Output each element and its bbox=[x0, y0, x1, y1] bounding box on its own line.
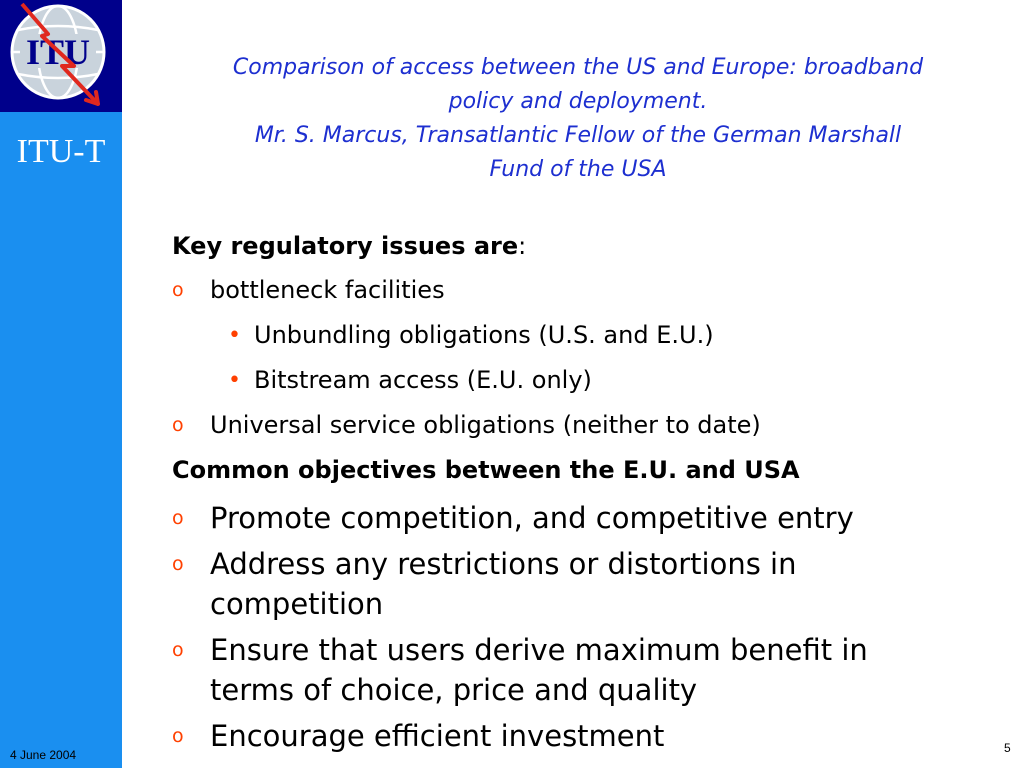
circle-bullet-icon: o bbox=[172, 725, 184, 747]
title-line: policy and deployment. bbox=[448, 89, 708, 114]
circle-bullet-icon: o bbox=[172, 507, 184, 529]
slide-title bbox=[168, 51, 988, 187]
slide-body bbox=[172, 224, 992, 756]
dot-bullet-icon: • bbox=[228, 323, 241, 348]
brand-label: ITU-T bbox=[16, 133, 106, 170]
list-item-text-continued: terms of choice, price and quality bbox=[210, 673, 698, 707]
list-item-text: Universal service obligations (neither to date) bbox=[210, 411, 761, 439]
section-heading-objectives: Common objectives between the E.U. and USA bbox=[172, 456, 800, 484]
list-item-objective bbox=[172, 544, 992, 624]
title-line: Fund of the USA bbox=[489, 157, 667, 182]
title-line: Mr. S. Marcus, Transatlantic Fellow of the German Marshall bbox=[254, 123, 902, 148]
circle-bullet-icon: o bbox=[172, 639, 184, 661]
list-item-text: Ensure that users derive maximum benefit in bbox=[210, 633, 868, 667]
section-heading-regulatory bbox=[172, 224, 992, 268]
list-item-objective bbox=[172, 498, 992, 538]
page-number: 5 bbox=[1004, 741, 1011, 755]
svg-text:ITU: ITU bbox=[25, 32, 91, 72]
list-item-text: Encourage efficient investment bbox=[210, 719, 665, 753]
circle-bullet-icon: o bbox=[172, 279, 184, 301]
list-item-text: Address any restrictions or distortions in bbox=[210, 547, 797, 581]
list-item-text: Promote competition, and competitive entry bbox=[210, 501, 854, 535]
logo-box bbox=[0, 0, 122, 112]
heading-text: Key regulatory issues are bbox=[172, 232, 519, 260]
sub-list-item-text: Unbundling obligations (U.S. and E.U.) bbox=[254, 321, 714, 349]
sub-list-item bbox=[172, 358, 992, 403]
dot-bullet-icon: • bbox=[228, 368, 241, 393]
list-item-issue bbox=[172, 403, 992, 448]
list-item-text: bottleneck facilities bbox=[210, 276, 445, 304]
sub-list-item-text: Bitstream access (E.U. only) bbox=[254, 366, 592, 394]
footer-date: 4 June 2004 bbox=[10, 748, 77, 762]
sub-list-item bbox=[172, 313, 992, 358]
sidebar bbox=[0, 0, 122, 768]
list-item-objective bbox=[172, 716, 992, 756]
title-line: Comparison of access between the US and Europe: broadband bbox=[232, 55, 924, 80]
heading-colon: : bbox=[518, 232, 527, 260]
circle-bullet-icon: o bbox=[172, 553, 184, 575]
list-item-issue bbox=[172, 268, 992, 313]
list-item-objective bbox=[172, 630, 992, 710]
itu-globe-logo-icon bbox=[2, 0, 120, 110]
circle-bullet-icon: o bbox=[172, 414, 184, 436]
list-item-text-continued: competition bbox=[210, 587, 384, 621]
